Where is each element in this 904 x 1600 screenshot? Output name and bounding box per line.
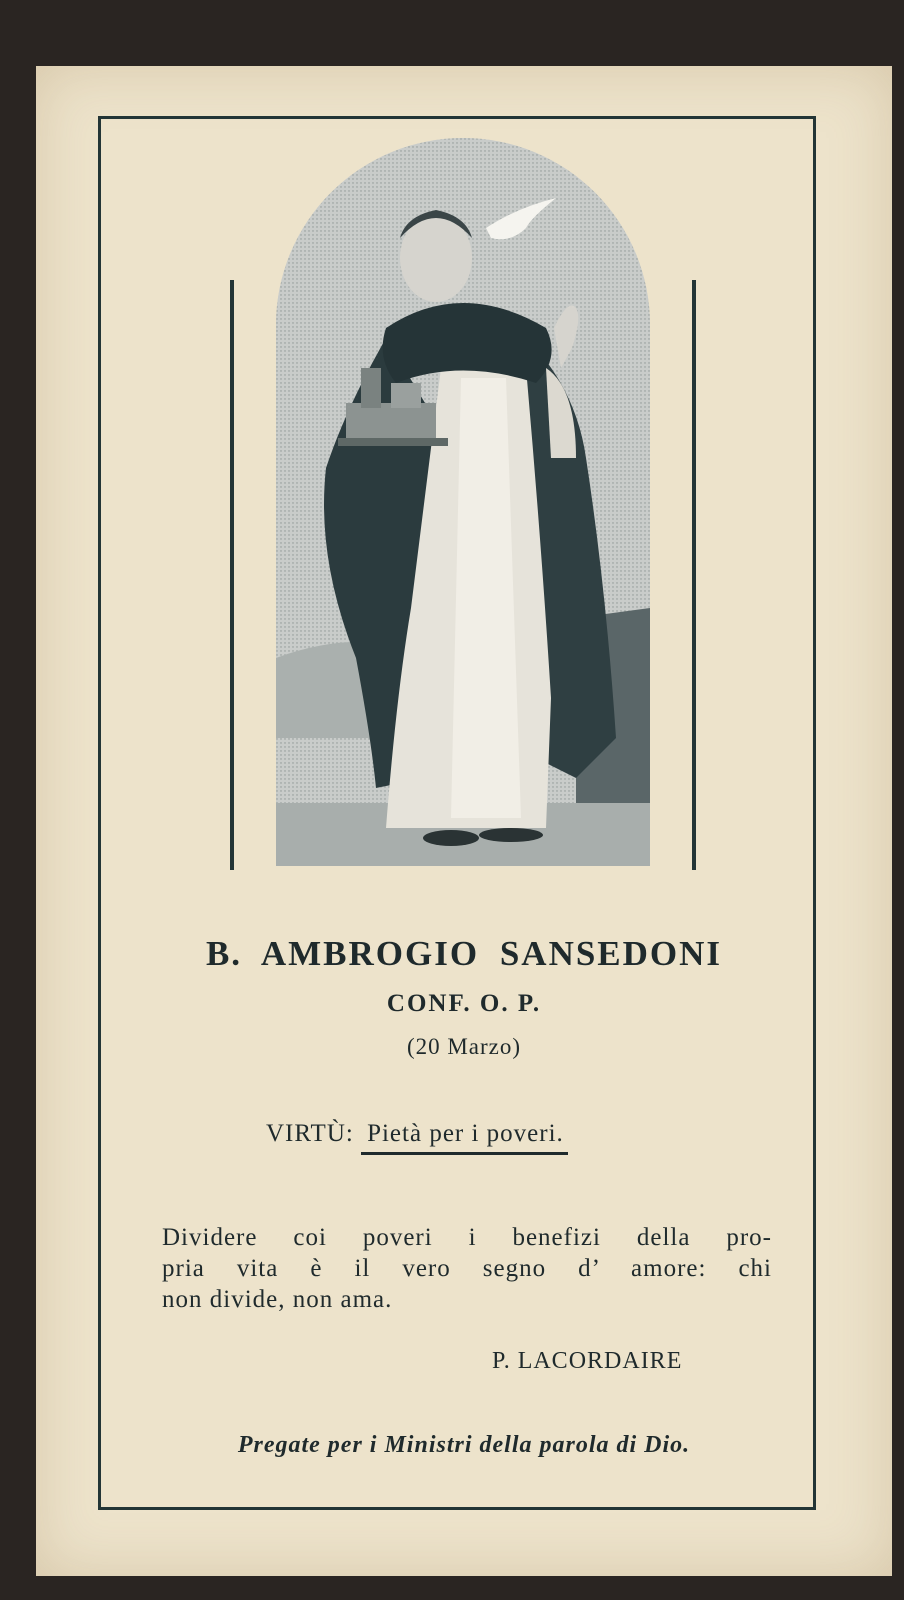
virtue-value: Pietà per i poveri. <box>361 1120 568 1155</box>
saint-name-title: B. AMBROGIO SANSEDONI <box>205 934 723 973</box>
left-decorative-rule <box>230 280 234 870</box>
right-decorative-rule <box>692 280 696 870</box>
virtue-label: VIRTÙ: <box>266 1120 354 1147</box>
quote-line: non divide, non ama. <box>162 1286 393 1313</box>
virtue-line <box>266 1120 568 1155</box>
quote-line: pria vita è il vero segno d’ amore: chi <box>162 1255 772 1282</box>
feast-date: (20 Marzo) <box>406 1034 522 1059</box>
quote-text <box>162 1222 772 1315</box>
saint-illustration <box>276 138 650 866</box>
holy-card <box>36 66 892 1576</box>
prayer-line: Pregate per i Ministri della parola di Dio. <box>237 1432 691 1458</box>
quote-author: P. LACORDAIRE <box>492 1348 683 1374</box>
order-subtitle: CONF. O. P. <box>386 990 542 1017</box>
quote-line: Dividere coi poveri i benefizi della pro- <box>162 1224 772 1251</box>
